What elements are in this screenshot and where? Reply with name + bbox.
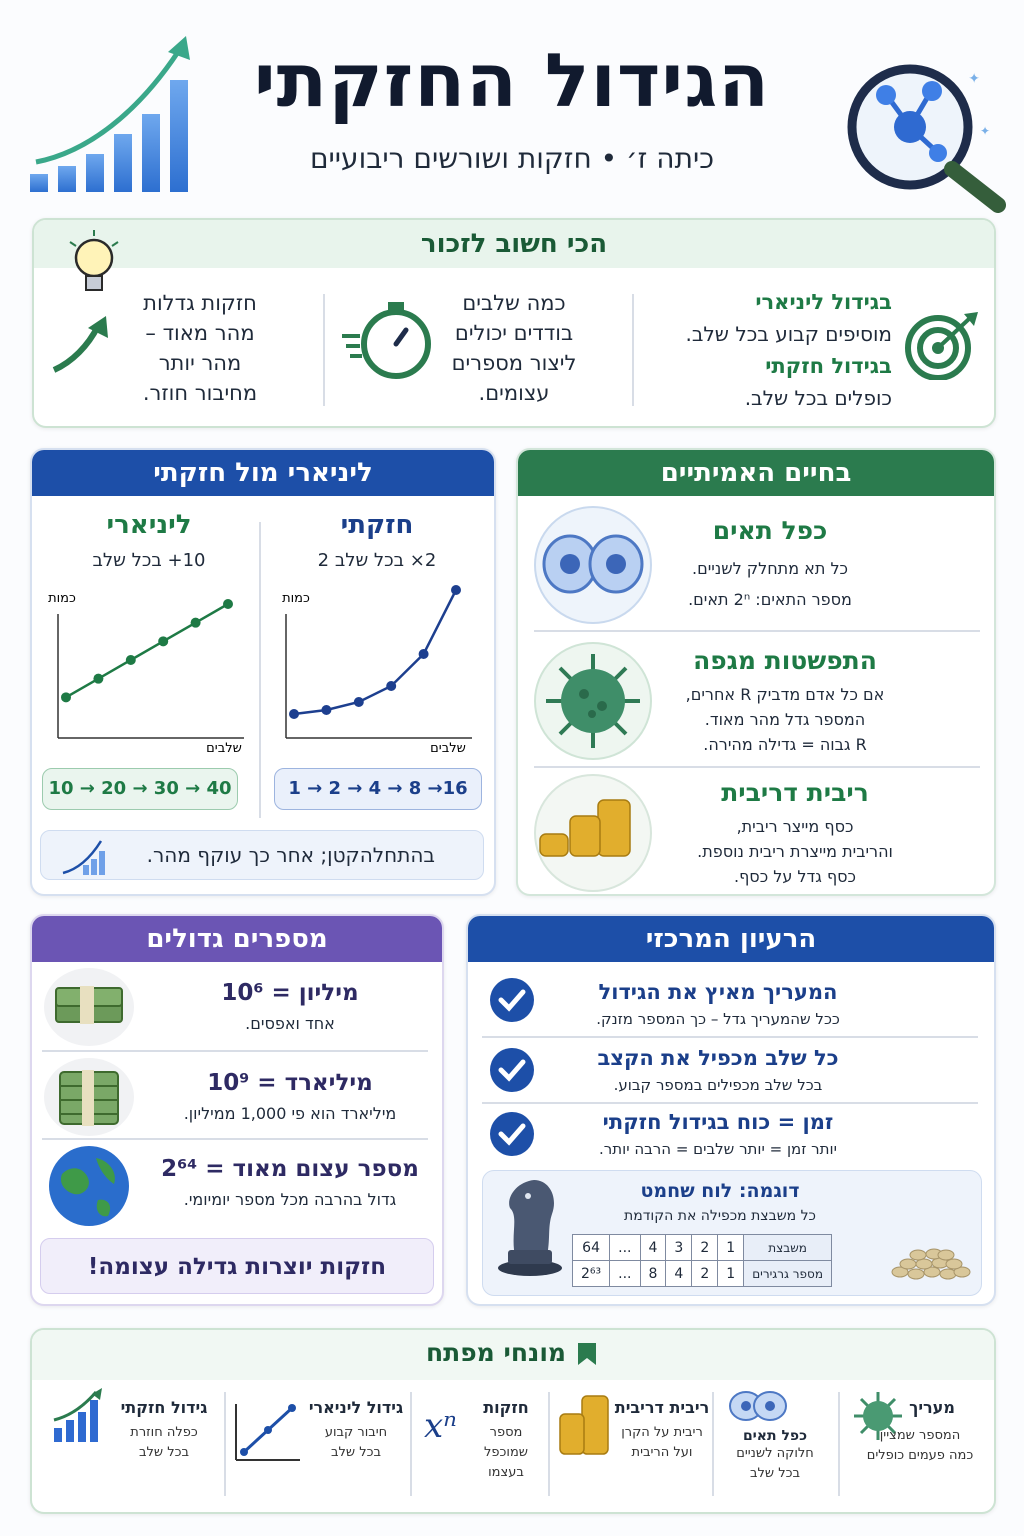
remember-col3-line: חזקות גדלות: [143, 291, 257, 315]
remember-col3-line: מהר יותר: [158, 351, 242, 375]
linear-graph-icon: [232, 1400, 302, 1464]
data-point: [386, 681, 396, 691]
idea-1-text: ככל שהמעריך גדל – כך המספר מזנק.: [596, 1010, 840, 1028]
cell-division-icon: [532, 504, 654, 626]
data-point: [191, 618, 201, 628]
data-point: [451, 585, 461, 595]
data-point: [321, 705, 331, 715]
chess-cell: 2: [692, 1261, 718, 1287]
term-line: בכל שלב: [138, 1445, 190, 1460]
money-line: כסף מייצר ריבית,: [736, 817, 854, 836]
term-exponential-title: גידול חזקתי: [120, 1398, 208, 1417]
money-title: ריבית דריבית: [721, 778, 869, 807]
power-symbol: xⁿ: [424, 1406, 457, 1446]
chess-cell: 64: [573, 1235, 610, 1261]
virus-line: המספר גדל מהר מאוד.: [704, 710, 866, 729]
series-line: [294, 590, 456, 714]
term-exponent: [880, 1398, 984, 1417]
idea-3-text: יותר זמן = יותר שלבים = הרבה יותר.: [599, 1140, 837, 1158]
remember-col2-line: ליצור מספרים: [451, 351, 577, 375]
svg-text:✦: ✦: [979, 124, 990, 138]
chess-cell: 1: [718, 1235, 744, 1261]
remember-col1: [646, 286, 892, 414]
term-exponential: [112, 1398, 216, 1463]
compare-note: בהתחלהקטן; אחר כך עוקף מהר.: [146, 843, 435, 867]
mini-growth-icon: [61, 837, 111, 877]
virus-block: [660, 646, 910, 754]
chess-row-label: מספר גרגירים: [744, 1261, 832, 1287]
idea-2: [548, 1046, 888, 1094]
coins-icon: [556, 1392, 612, 1458]
exp-y-label: כמות: [282, 591, 310, 606]
data-point: [158, 636, 168, 646]
big-numbers-banner: חזקות יוצרות גדילה עצומה!: [40, 1238, 434, 1294]
cells-line: כל תא מתחלק לשניים.: [692, 559, 848, 578]
term-linear-title: גידול ליניארי: [308, 1398, 404, 1417]
svg-text:✦: ✦: [968, 71, 980, 87]
term-powers: [468, 1398, 544, 1483]
idea-3-title: זמן = כוח בגידול חזקתי: [602, 1110, 834, 1134]
term-line: בעצמו: [488, 1465, 524, 1480]
idea-1-title: המעריך מאיץ את הגידול: [598, 980, 838, 1004]
stopwatch-icon: [340, 300, 440, 382]
cash-stack-icon: [42, 966, 136, 1048]
virus-title: התפשטות מגפה: [693, 646, 877, 675]
exp-title: חזקתי: [340, 510, 414, 540]
idea-1: [548, 980, 888, 1028]
check-icon: [488, 1046, 536, 1094]
data-point: [289, 709, 299, 719]
remember-col3-line: מהר מאוד –: [145, 321, 255, 345]
huge-block: [150, 1156, 430, 1209]
main-idea-title: הרעיון המרכזי: [468, 916, 994, 962]
chess-title: דוגמה: לוח שחמט: [640, 1180, 800, 1202]
chess-cell: 2⁶³: [573, 1261, 610, 1287]
target-icon: [904, 310, 980, 380]
chess-table: [572, 1234, 832, 1287]
grains-icon: [884, 1236, 974, 1286]
huge-title: מספר עצום מאוד = 2⁶⁴: [161, 1156, 419, 1182]
money-line: כסף גדל על כסף.: [733, 867, 857, 886]
term-line: המספר שמציין: [879, 1428, 961, 1443]
cells-title: כפל תאים: [712, 516, 828, 545]
idea-2-title: כל שלב מכפיל את הקצב: [597, 1046, 839, 1070]
term-line: כפלה חוזרת: [130, 1425, 198, 1440]
million-text: אחד ואפסים.: [245, 1014, 335, 1033]
remember-col3-line: מחיבור חוזר.: [142, 381, 258, 405]
billion-text: מיליארד הוא פי 1,000 ממיליון.: [183, 1104, 397, 1123]
exp-chart: [272, 580, 480, 760]
virus-icon: [532, 640, 654, 762]
data-point: [223, 599, 233, 609]
magnifier-molecule-icon: [840, 55, 1015, 215]
remember-col3: [130, 288, 270, 408]
term-line: חיבור קבוע: [324, 1425, 388, 1440]
page-subtitle: כיתה ז׳ • חזקות ושורשים ריבועיים: [309, 142, 715, 175]
key-terms-title-text: מונחי מפתח: [425, 1338, 567, 1367]
remember-linear-heading: בגידול ליניארי: [755, 290, 892, 314]
term-line: בכל שלב: [330, 1445, 382, 1460]
lin-title: ליניארי: [106, 510, 192, 540]
idea-2-text: בכל שלב מכפילים במספר קבוע.: [613, 1076, 823, 1094]
term-powers-title: חזקות: [483, 1398, 529, 1417]
lin-x-label: שלבים: [206, 741, 242, 756]
term-compound-title: ריבית דריבית: [614, 1398, 710, 1417]
term-exponent-title: מעריך: [909, 1398, 955, 1417]
chess-cell: 8: [640, 1261, 666, 1287]
lin-chart: [44, 580, 252, 760]
term-cells: [720, 1428, 830, 1484]
data-point: [93, 674, 103, 684]
cells-line: מספר התאים: 2ⁿ תאים.: [688, 590, 852, 609]
virus-line: אם כל אדם מדביק R אחרים,: [685, 685, 885, 704]
data-point: [354, 697, 364, 707]
chess-cell: 1: [718, 1261, 744, 1287]
chess-cell: 2: [692, 1235, 718, 1261]
term-line: ריבית על הקרן: [621, 1425, 703, 1440]
term-line: מספר שמוכפל: [484, 1425, 528, 1460]
lightbulb-icon: [66, 228, 122, 302]
huge-text: גדול בהרבה מכל מספר יומיומי.: [183, 1190, 397, 1209]
virus-line: R גבוה = גדילה מהירה.: [703, 735, 867, 754]
real-life-title: בחיים האמיתיים: [518, 450, 994, 496]
lin-y-label: כמות: [48, 591, 76, 606]
remember-title: הכי חשוב לזכור: [34, 220, 994, 268]
term-line: כמה פעמים כופלים: [866, 1448, 974, 1463]
billion-block: [150, 1070, 430, 1123]
lin-sequence: 10 → 20 → 30 → 40: [42, 768, 238, 810]
chess-cell: 3: [666, 1235, 692, 1261]
term-exponent-desc: [850, 1426, 990, 1466]
remember-col2-line: כמה שלבים: [462, 291, 566, 315]
million-title: מיליון = 10⁶: [221, 980, 359, 1006]
check-icon: [488, 1110, 536, 1158]
bookmark-icon: [576, 1341, 598, 1367]
data-point: [126, 655, 136, 665]
exp-subtitle: 2× בכל שלב 2: [317, 550, 437, 571]
remember-col2-line: עצומים.: [478, 381, 550, 405]
big-numbers-title: מספרים גדולים: [32, 916, 442, 962]
cash-pile-icon: [42, 1056, 136, 1138]
data-point: [419, 649, 429, 659]
chess-cell: ...: [610, 1235, 640, 1261]
money-block: [660, 778, 930, 886]
key-terms-title: [0, 1338, 1024, 1367]
exp-x-label: שלבים: [430, 741, 466, 756]
term-cells-title: כפל תאים: [742, 1428, 808, 1444]
remember-exp-text: כופלים בכל שלב.: [744, 386, 892, 410]
coins-icon: [532, 772, 654, 894]
chess-text: כל משבצת מכפילה את הקודמת: [624, 1208, 816, 1224]
exp-growth-icon: [50, 1388, 106, 1444]
remember-linear-text: מוסיפים קבוע בכל שלב.: [685, 322, 892, 346]
chess-knight-icon: [492, 1174, 568, 1278]
chess-row-label: משבצת: [744, 1235, 832, 1261]
remember-exp-heading: בגידול חזקתי: [765, 354, 892, 378]
compare-title: ליניארי מול חזקתי: [32, 450, 494, 496]
lin-subtitle: 10+ בכל שלב: [92, 550, 206, 571]
term-linear: [306, 1398, 406, 1463]
term-line: ועל הריבית: [631, 1445, 693, 1460]
chess-cell: ...: [610, 1261, 640, 1287]
remember-col2: [444, 288, 584, 408]
term-line: חלוקה לשניים: [736, 1446, 814, 1461]
chess-cell: 4: [666, 1261, 692, 1287]
exp-sequence: 1 → 2 → 4 → 8 →16: [274, 768, 482, 810]
cell-division-icon: [726, 1388, 790, 1424]
up-arrow-icon: [50, 312, 112, 374]
page-title: הגידול החזקתי: [253, 38, 771, 124]
cells-block: [660, 516, 880, 609]
remember-col2-line: בודדים יכולים: [454, 321, 574, 345]
data-point: [61, 692, 71, 702]
idea-3: [548, 1110, 888, 1158]
term-line: בכל שלב: [749, 1466, 801, 1481]
term-compound: [614, 1398, 710, 1463]
series-line: [66, 604, 228, 697]
money-line: והריבית מייצרת ריבית נוספת.: [697, 842, 893, 861]
million-block: [150, 980, 430, 1033]
compare-note-box: [40, 830, 484, 880]
globe-icon: [42, 1144, 136, 1228]
check-icon: [488, 976, 536, 1024]
billion-title: מיליארד = 10⁹: [207, 1070, 373, 1096]
chess-cell: 4: [640, 1235, 666, 1261]
